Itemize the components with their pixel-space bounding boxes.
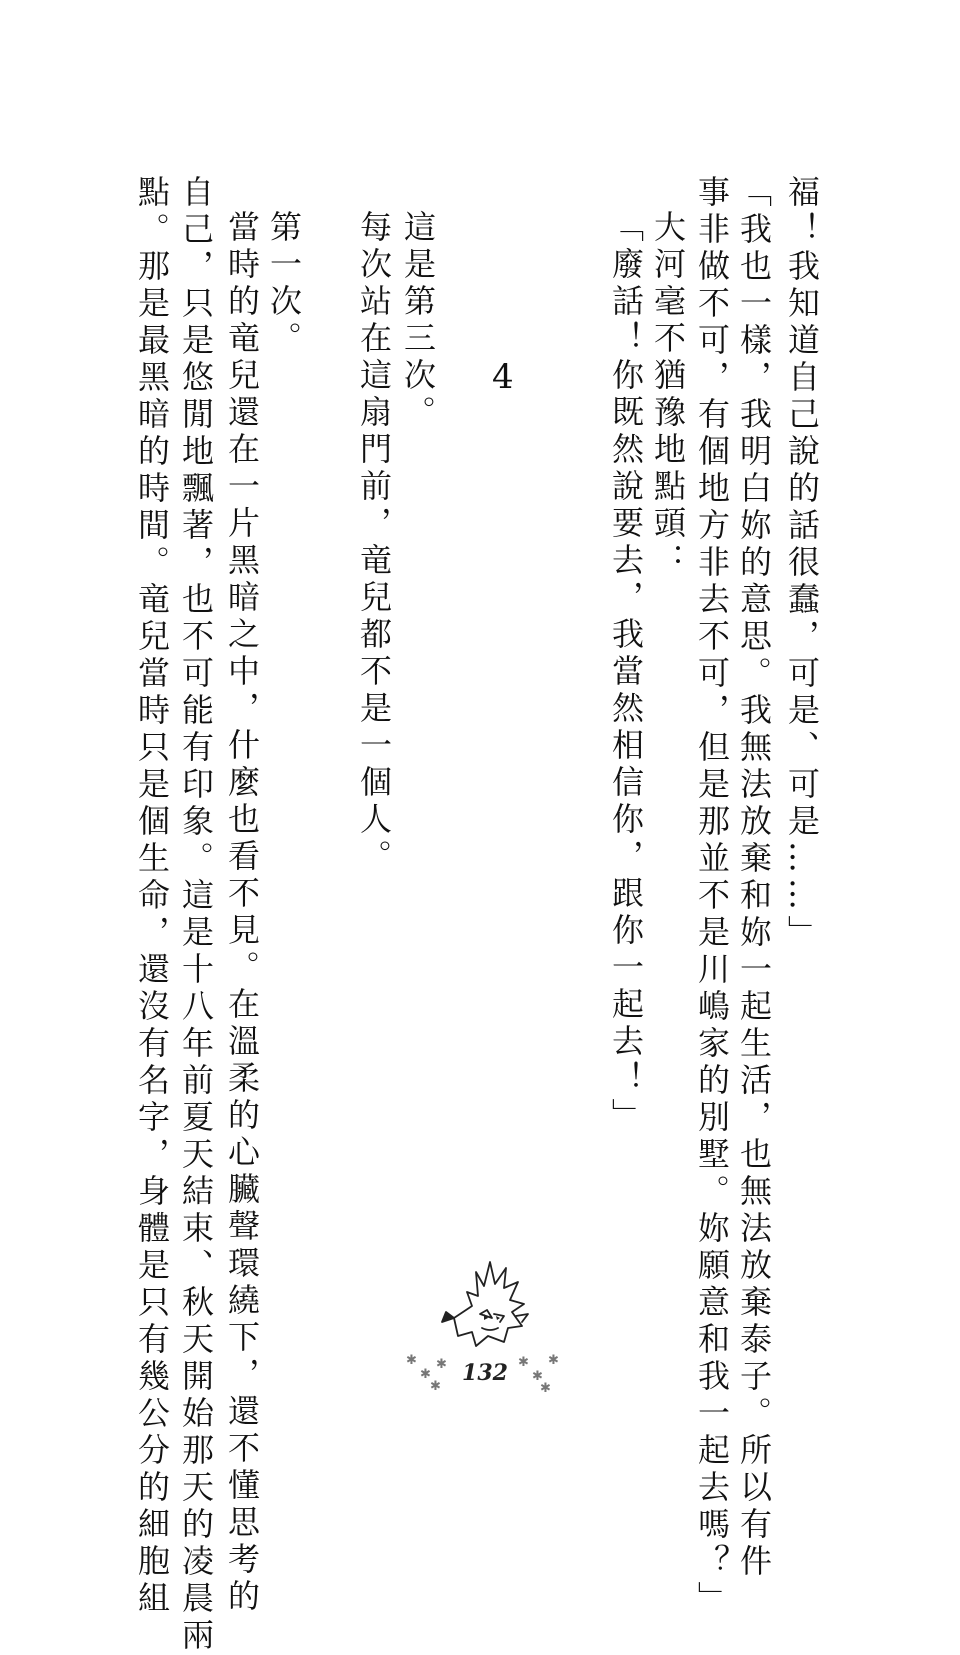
sparkle-icon: ✱ [436, 1357, 447, 1372]
sparkle-icon: ✱ [420, 1367, 431, 1382]
sparkle-icon: ✱ [540, 1381, 551, 1396]
text-column-9: 當時的竜兒還在一片黑暗之中，什麼也看不見。在溫柔的心臟聲環繞下，還不懂思考的 [223, 210, 261, 1616]
page-footer [400, 1350, 570, 1398]
sparkle-icon: ✱ [430, 1379, 441, 1394]
text-column-3: 事非做不可，有個地方非去不可，但是那並不是川嶋家的別墅。妳願意和我一起去嗎？」 [693, 175, 731, 1618]
text-column-1: 福！我知道自己說的話很蠢，可是、可是……」 [783, 175, 821, 952]
chapter-number: 4 [492, 357, 514, 397]
sparkle-icon: ✱ [518, 1355, 529, 1370]
text-column-11: 點。那是最黑暗的時間。竜兒當時只是個生命，還沒有名字，身體是只有幾公分的細胞組 [133, 175, 171, 1618]
sparkle-icon: ✱ [532, 1369, 543, 1384]
sparkle-icon: ✱ [548, 1353, 559, 1368]
text-column-6: 這是第三次。 [399, 210, 437, 432]
sparkle-icon: ✱ [406, 1353, 417, 1368]
text-column-10: 自己，只是悠閒地飄著，也不可能有印象。這是十八年前夏天結束、秋天開始那天的凌晨兩 [177, 175, 215, 1655]
page-number: 132 [462, 1360, 508, 1386]
text-column-5: 「廢話！你既然說要去，我當然相信你，跟你一起去！」 [607, 210, 645, 1135]
text-column-4: 大河毫不猶豫地點頭： [649, 210, 687, 580]
mascot-illustration [432, 1256, 542, 1352]
text-column-8: 第一次。 [265, 210, 303, 358]
text-column-2: 「我也一樣，我明白妳的意思。我無法放棄和妳一起生活，也無法放棄泰子。所以有件 [735, 175, 773, 1581]
text-column-7: 每次站在這扇門前，竜兒都不是一個人。 [355, 210, 393, 876]
